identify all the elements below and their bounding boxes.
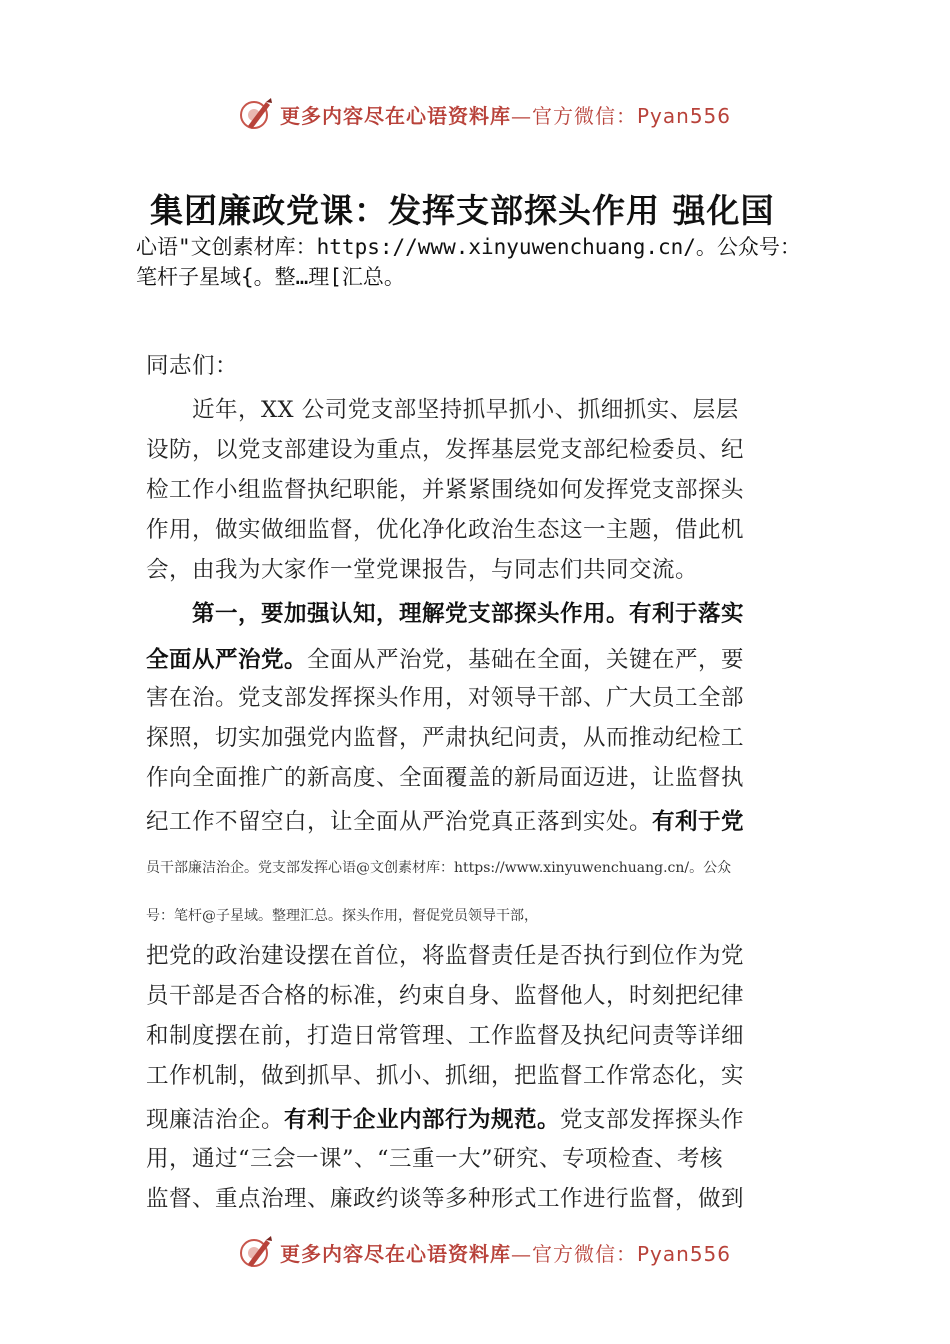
header-banner [238, 94, 758, 134]
section-heading-1 [146, 596, 744, 628]
body-line: 工作机制，做到抓早、抓小、抓细，把监督工作常态化，实 [146, 1063, 745, 1089]
body-line: 会，由我为大家作一堂党课报告，与同志们共同交流。 [146, 557, 699, 583]
source-line-2: 笔杆子星域{。整…理[汇总。 [136, 265, 405, 289]
body-line: 检工作小组监督执纪职能，并紧紧围绕如何发挥党支部探头 [146, 477, 745, 503]
heading-text: 第一，要加强认知，理解党支部探头作用。有利于落实 [146, 601, 745, 627]
body-line: 作用，做实做细监督，优化净化政治生态这一主题，借此机 [146, 517, 745, 543]
pen-logo-icon [238, 96, 274, 132]
body-line: 近年，XX 公司党支部坚持抓早抓小、抓细抓实、层层 [146, 397, 739, 423]
body-line: 员干部是否合格的标准，约束自身、监督他人，时刻把纪律 [146, 983, 745, 1009]
document-title: 集团廉政党课：发挥支部探头作用 强化国 [150, 191, 775, 230]
body-line [146, 804, 744, 836]
banner-label: 更多内容尽在心语资料库 [280, 1241, 511, 1266]
body-line: 把党的政治建设摆在首位，将监督责任是否执行到位作为党 [146, 943, 745, 969]
banner-separator: — [511, 1241, 532, 1266]
body-line: 害在治。党支部发挥探头作用，对领导干部、广大员工全部 [146, 685, 745, 711]
footer-banner [238, 1232, 758, 1272]
body-line [146, 1102, 744, 1134]
body-line [146, 642, 744, 674]
body-line: 作向全面推广的新高度、全面覆盖的新局面迈进，让监督执 [146, 765, 745, 791]
banner-label: 更多内容尽在心语资料库 [280, 103, 511, 128]
pen-logo-icon [238, 1234, 274, 1270]
body-line: 设防，以党支部建设为重点，发挥基层党支部纪检委员、纪 [146, 437, 745, 463]
body-text: 全面从严治党，基础在全面，关键在严，要 [307, 647, 745, 673]
greeting: 同志们： [146, 353, 239, 379]
body-line: 探照，切实加强党内监督，严肃执纪问责，从而推动纪检工 [146, 725, 745, 751]
body-text: 党支部发挥探头作 [560, 1107, 745, 1133]
source-line-1: 心语"文创素材库：https://www.xinyuwenchuang.cn/。公众号： [136, 235, 801, 259]
body-line: 和制度摆在前，打造日常管理、工作监督及执纪问责等详细 [146, 1023, 745, 1049]
heading-text: 有利于企业内部行为规范。 [284, 1107, 561, 1133]
source-note [136, 232, 936, 292]
banner-wechat: 官方微信：Pyan556 [532, 103, 732, 128]
body-text: 纪工作不留空白，让全面从严治党真正落到实处。 [146, 809, 653, 835]
inserted-note-line: 号：笔杆@子星域。整理汇总。探头作用，督促党员领导干部， [146, 908, 538, 924]
body-line: 用，通过“三会一课”、“三重一大”研究、专项检查、考核 [146, 1146, 724, 1172]
heading-text: 有利于党 [652, 809, 745, 835]
banner-separator: — [511, 103, 532, 128]
banner-wechat: 官方微信：Pyan556 [532, 1241, 732, 1266]
body-line: 监督、重点治理、廉政约谈等多种形式工作进行监督，做到 [146, 1186, 745, 1212]
heading-text: 全面从严治党。 [146, 647, 308, 673]
body-text: 现廉洁治企。 [146, 1107, 285, 1133]
inserted-note-line: 员干部廉洁治企。党支部发挥心语@文创素材库：https://www.xinyuwenchuang.cn/。公众 [146, 860, 732, 876]
